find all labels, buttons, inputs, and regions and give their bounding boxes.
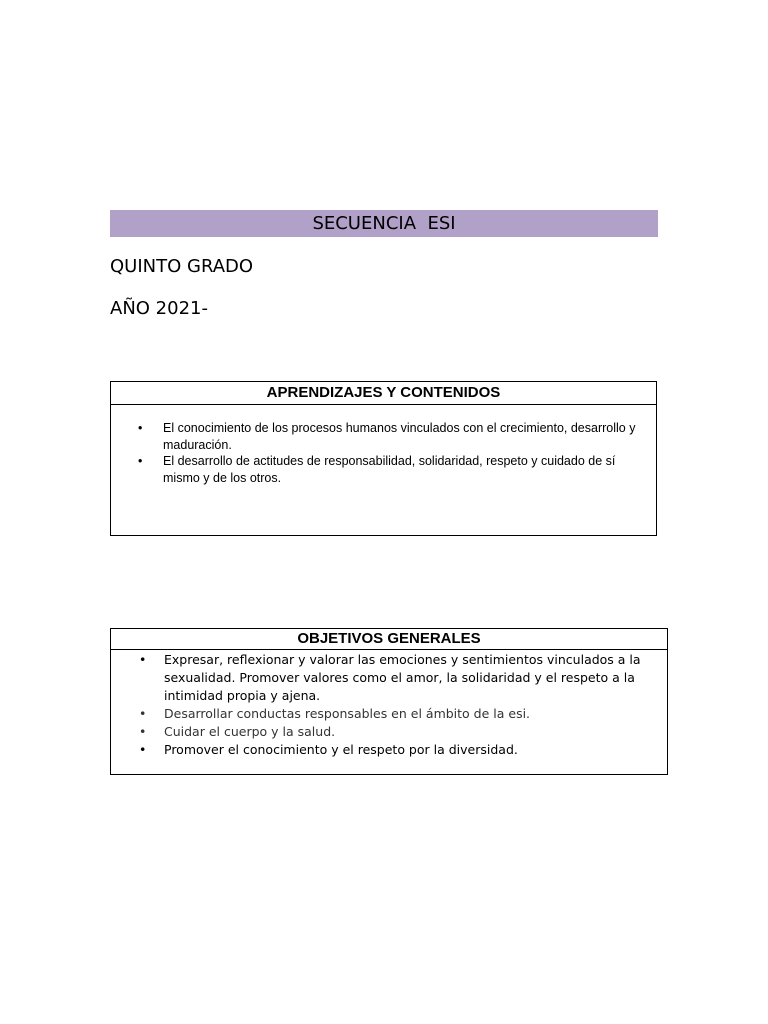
list-item: [111, 705, 647, 723]
bullet-icon: •: [139, 742, 147, 757]
objetivos-list: [111, 650, 667, 759]
list-item: [111, 453, 646, 486]
bullet-icon: •: [139, 652, 147, 667]
year-heading: AÑO 2021-: [110, 298, 208, 319]
bullet-icon: •: [139, 724, 147, 739]
objetivos-table: [110, 628, 668, 775]
list-item-text: Desarrollar conductas responsables en el ámbito de la esi.: [164, 706, 531, 721]
aprendizajes-heading: APRENDIZAJES Y CONTENIDOS: [111, 382, 656, 405]
aprendizajes-table: [110, 381, 657, 536]
document-title: SECUENCIA ESI: [110, 210, 658, 237]
list-item-text: El desarrollo de actitudes de responsabilidad, solidaridad, respeto y cuidado de sí mismo y de los otros.: [163, 454, 616, 485]
list-item: [111, 723, 647, 741]
bullet-icon: •: [139, 706, 147, 721]
list-item: [111, 651, 647, 705]
list-item-text: Expresar, reflexionar y valorar las emociones y sentimientos vinculados a la sexualidad. Promover valores como el amor, la solidaridad y el respeto a la intimidad propia y ajena.: [164, 652, 641, 703]
list-item-text: Promover el conocimiento y el respeto por la diversidad.: [164, 742, 518, 757]
bullet-icon: •: [138, 421, 143, 435]
bullet-icon: •: [138, 454, 143, 468]
aprendizajes-list: [111, 405, 656, 486]
list-item: [111, 420, 646, 453]
grade-heading: QUINTO GRADO: [110, 256, 254, 277]
objetivos-heading: OBJETIVOS GENERALES: [111, 629, 667, 650]
list-item-text: El conocimiento de los procesos humanos vinculados con el crecimiento, desarrollo y maduración.: [163, 421, 636, 452]
list-item-text: Cuidar el cuerpo y la salud.: [164, 724, 336, 739]
list-item: [111, 741, 647, 759]
